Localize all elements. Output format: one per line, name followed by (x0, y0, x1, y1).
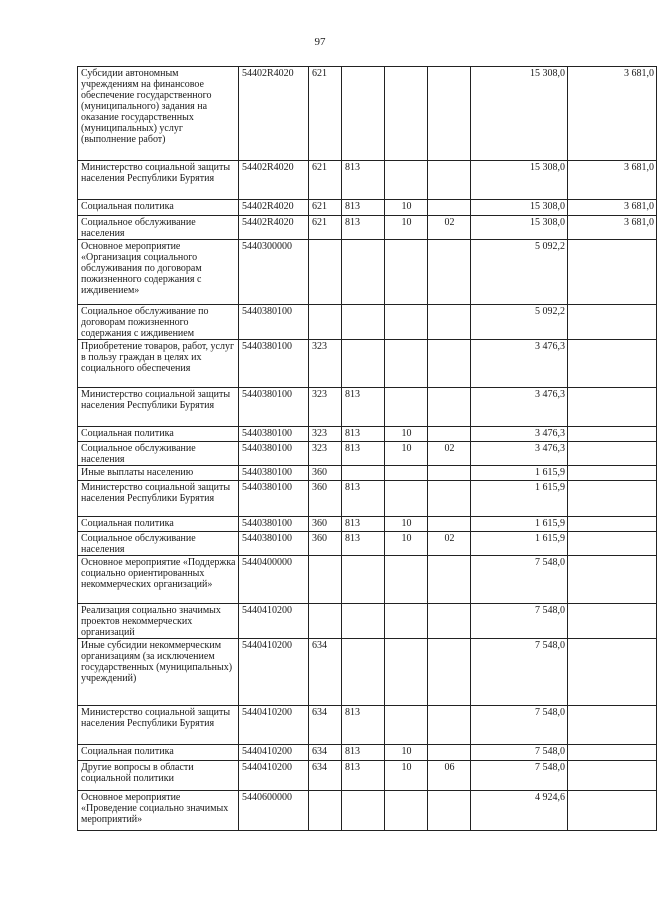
table-row (78, 200, 657, 216)
page-number: 97 (314, 36, 326, 48)
row-subsection (428, 388, 471, 427)
row-ministry-code (342, 305, 385, 340)
row-amount-1: 4 924,6 (471, 791, 568, 831)
row-amount-2 (568, 532, 657, 556)
table-row (78, 67, 657, 161)
row-expense-type: 634 (309, 761, 342, 791)
row-ministry-code: 813 (342, 481, 385, 517)
table-row (78, 340, 657, 388)
row-section (385, 466, 428, 481)
row-ministry-code (342, 67, 385, 161)
row-amount-1: 3 476,3 (471, 388, 568, 427)
row-section: 10 (385, 216, 428, 240)
row-amount-1: 1 615,9 (471, 532, 568, 556)
row-ministry-code (342, 340, 385, 388)
row-expense-type: 360 (309, 466, 342, 481)
row-code: 5440400000 (239, 556, 309, 604)
table-row (78, 604, 657, 639)
row-name: Основное мероприятие «Поддержка социально ориентированных некоммерческих организаций» (78, 556, 239, 604)
row-expense-type: 360 (309, 481, 342, 517)
row-code: 54402R4020 (239, 216, 309, 240)
row-amount-1: 7 548,0 (471, 745, 568, 761)
row-code: 54402R4020 (239, 67, 309, 161)
row-section (385, 305, 428, 340)
row-amount-1: 7 548,0 (471, 706, 568, 745)
row-section: 10 (385, 200, 428, 216)
table-row (78, 161, 657, 200)
row-expense-type: 621 (309, 67, 342, 161)
row-code: 54402R4020 (239, 161, 309, 200)
row-name: Социальная политика (78, 517, 239, 532)
row-amount-2: 3 681,0 (568, 216, 657, 240)
row-subsection: 02 (428, 532, 471, 556)
row-subsection: 06 (428, 761, 471, 791)
row-name: Основное мероприятие «Организация социального обслуживания по договорам пожизненного содержания с иждивением» (78, 240, 239, 305)
row-amount-1: 15 308,0 (471, 216, 568, 240)
row-section: 10 (385, 532, 428, 556)
row-code: 5440410200 (239, 604, 309, 639)
table-row (78, 761, 657, 791)
row-name: Социальная политика (78, 745, 239, 761)
row-name: Реализация социально значимых проектов некоммерческих организаций (78, 604, 239, 639)
row-amount-1: 15 308,0 (471, 161, 568, 200)
row-section (385, 791, 428, 831)
row-subsection (428, 791, 471, 831)
table-row (78, 481, 657, 517)
table-row (78, 442, 657, 466)
row-code: 5440300000 (239, 240, 309, 305)
table-row (78, 556, 657, 604)
table-row (78, 305, 657, 340)
row-amount-1: 7 548,0 (471, 556, 568, 604)
row-name: Социальное обслуживание по договорам пожизненного содержания с иждивением (78, 305, 239, 340)
row-amount-1: 7 548,0 (471, 639, 568, 706)
row-subsection (428, 639, 471, 706)
row-section (385, 161, 428, 200)
row-subsection (428, 200, 471, 216)
row-expense-type: 621 (309, 200, 342, 216)
row-expense-type (309, 240, 342, 305)
row-name: Социальная политика (78, 427, 239, 442)
row-subsection (428, 745, 471, 761)
row-amount-2 (568, 340, 657, 388)
row-amount-1: 1 615,9 (471, 481, 568, 517)
row-subsection: 02 (428, 442, 471, 466)
row-subsection (428, 517, 471, 532)
row-name: Социальное обслуживание населения (78, 216, 239, 240)
row-subsection (428, 556, 471, 604)
row-section: 10 (385, 427, 428, 442)
row-amount-2 (568, 706, 657, 745)
row-ministry-code: 813 (342, 532, 385, 556)
row-code: 54402R4020 (239, 200, 309, 216)
table-row (78, 639, 657, 706)
row-ministry-code (342, 240, 385, 305)
row-amount-2 (568, 604, 657, 639)
row-subsection: 02 (428, 216, 471, 240)
row-section: 10 (385, 761, 428, 791)
row-subsection (428, 240, 471, 305)
row-section (385, 639, 428, 706)
row-name: Иные выплаты населению (78, 466, 239, 481)
row-expense-type: 323 (309, 442, 342, 466)
row-amount-2 (568, 556, 657, 604)
row-section: 10 (385, 517, 428, 532)
row-expense-type: 323 (309, 388, 342, 427)
row-amount-2 (568, 305, 657, 340)
row-expense-type (309, 604, 342, 639)
row-name: Министерство социальной защиты населения Республики Бурятия (78, 161, 239, 200)
row-code: 5440380100 (239, 340, 309, 388)
table-row (78, 791, 657, 831)
row-ministry-code: 813 (342, 761, 385, 791)
row-amount-2 (568, 791, 657, 831)
row-amount-2 (568, 745, 657, 761)
table-row (78, 427, 657, 442)
row-name: Субсидии автономным учреждениям на финансовое обеспечение государственного (муниципального) задания на оказание государственных (муниципальных) услуг (выполнение работ) (78, 67, 239, 161)
budget-table (77, 66, 657, 831)
row-code: 5440380100 (239, 517, 309, 532)
row-amount-1: 15 308,0 (471, 67, 568, 161)
row-expense-type: 323 (309, 427, 342, 442)
row-ministry-code: 813 (342, 161, 385, 200)
row-subsection (428, 67, 471, 161)
row-amount-1: 3 476,3 (471, 427, 568, 442)
row-expense-type: 360 (309, 532, 342, 556)
row-amount-2 (568, 466, 657, 481)
row-subsection (428, 427, 471, 442)
row-name: Социальное обслуживание населения (78, 442, 239, 466)
row-subsection (428, 305, 471, 340)
row-ministry-code: 813 (342, 745, 385, 761)
row-code: 5440380100 (239, 388, 309, 427)
table-row (78, 706, 657, 745)
row-amount-2 (568, 639, 657, 706)
row-ministry-code: 813 (342, 706, 385, 745)
row-amount-1: 1 615,9 (471, 466, 568, 481)
row-amount-1: 7 548,0 (471, 761, 568, 791)
row-amount-2: 3 681,0 (568, 67, 657, 161)
row-code: 5440410200 (239, 639, 309, 706)
row-amount-1: 15 308,0 (471, 200, 568, 216)
row-name: Иные субсидии некоммерческим организациям (за исключением государственных (муниципальных) учреждений) (78, 639, 239, 706)
row-expense-type: 634 (309, 706, 342, 745)
row-name: Основное мероприятие «Проведение социально значимых мероприятий» (78, 791, 239, 831)
row-code: 5440410200 (239, 761, 309, 791)
row-name: Министерство социальной защиты населения Республики Бурятия (78, 388, 239, 427)
row-section (385, 388, 428, 427)
row-ministry-code (342, 604, 385, 639)
row-amount-2: 3 681,0 (568, 161, 657, 200)
row-section (385, 706, 428, 745)
row-name: Министерство социальной защиты населения Республики Бурятия (78, 706, 239, 745)
row-code: 5440380100 (239, 427, 309, 442)
row-expense-type: 634 (309, 745, 342, 761)
row-code: 5440380100 (239, 481, 309, 517)
table-row (78, 466, 657, 481)
row-section: 10 (385, 745, 428, 761)
row-ministry-code (342, 639, 385, 706)
row-amount-1: 3 476,3 (471, 442, 568, 466)
row-ministry-code: 813 (342, 517, 385, 532)
row-amount-2 (568, 240, 657, 305)
row-expense-type (309, 556, 342, 604)
row-expense-type: 621 (309, 161, 342, 200)
row-subsection (428, 604, 471, 639)
row-subsection (428, 706, 471, 745)
row-subsection (428, 481, 471, 517)
table-row (78, 745, 657, 761)
row-name: Министерство социальной защиты населения Республики Бурятия (78, 481, 239, 517)
row-expense-type: 621 (309, 216, 342, 240)
row-amount-2 (568, 517, 657, 532)
row-amount-2 (568, 761, 657, 791)
row-ministry-code: 813 (342, 442, 385, 466)
row-code: 5440380100 (239, 305, 309, 340)
row-name: Приобретение товаров, работ, услуг в пользу граждан в целях их социального обеспечения (78, 340, 239, 388)
row-amount-2: 3 681,0 (568, 200, 657, 216)
row-expense-type: 360 (309, 517, 342, 532)
table-row (78, 517, 657, 532)
row-code: 5440380100 (239, 532, 309, 556)
row-amount-2 (568, 427, 657, 442)
row-expense-type: 323 (309, 340, 342, 388)
row-section: 10 (385, 442, 428, 466)
row-code: 5440380100 (239, 442, 309, 466)
row-expense-type (309, 305, 342, 340)
row-section (385, 604, 428, 639)
row-section (385, 481, 428, 517)
row-section (385, 340, 428, 388)
table-row (78, 216, 657, 240)
table-body (78, 67, 657, 831)
row-amount-2 (568, 442, 657, 466)
row-expense-type: 634 (309, 639, 342, 706)
row-code: 5440410200 (239, 706, 309, 745)
row-ministry-code: 813 (342, 216, 385, 240)
row-ministry-code: 813 (342, 200, 385, 216)
row-section (385, 556, 428, 604)
row-amount-2 (568, 388, 657, 427)
row-ministry-code (342, 791, 385, 831)
row-expense-type (309, 791, 342, 831)
row-section (385, 240, 428, 305)
row-ministry-code: 813 (342, 427, 385, 442)
row-name: Социальная политика (78, 200, 239, 216)
row-amount-1: 7 548,0 (471, 604, 568, 639)
table-row (78, 388, 657, 427)
row-amount-1: 5 092,2 (471, 305, 568, 340)
row-amount-1: 3 476,3 (471, 340, 568, 388)
row-subsection (428, 340, 471, 388)
row-code: 5440410200 (239, 745, 309, 761)
row-ministry-code (342, 556, 385, 604)
row-subsection (428, 161, 471, 200)
row-ministry-code (342, 466, 385, 481)
row-amount-1: 5 092,2 (471, 240, 568, 305)
row-code: 5440600000 (239, 791, 309, 831)
row-ministry-code: 813 (342, 388, 385, 427)
table-row (78, 532, 657, 556)
row-section (385, 67, 428, 161)
row-amount-1: 1 615,9 (471, 517, 568, 532)
row-code: 5440380100 (239, 466, 309, 481)
row-subsection (428, 466, 471, 481)
row-amount-2 (568, 481, 657, 517)
row-name: Социальное обслуживание населения (78, 532, 239, 556)
table-row (78, 240, 657, 305)
row-name: Другие вопросы в области социальной политики (78, 761, 239, 791)
